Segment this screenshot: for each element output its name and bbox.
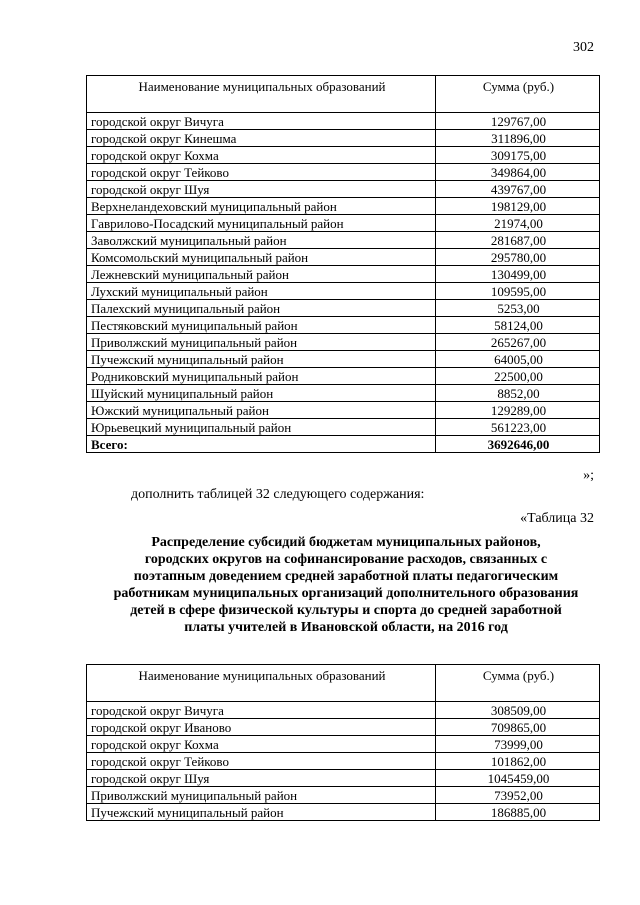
amount-value: 561223,00: [436, 419, 600, 436]
closing-quote-mark: »;: [583, 468, 594, 483]
amount-value: 64005,00: [436, 351, 600, 368]
table-header-row: [87, 665, 600, 702]
municipality-name: Комсомольский муниципальный район: [87, 249, 436, 266]
table-row: [87, 334, 600, 351]
municipality-name: Заволжский муниципальный район: [87, 232, 436, 249]
municipality-name: Приволжский муниципальный район: [87, 787, 436, 804]
table-row: [87, 266, 600, 283]
column-header-name: Наименование муниципальных образований: [87, 76, 436, 113]
amount-value: 1045459,00: [436, 770, 600, 787]
table-row: [87, 232, 600, 249]
amount-value: 58124,00: [436, 317, 600, 334]
table-label: «Таблица 32: [520, 511, 594, 526]
table-row: [87, 249, 600, 266]
municipality-name: городской округ Тейково: [87, 753, 436, 770]
subsidy-table-1: [86, 75, 600, 453]
table-row: [87, 147, 600, 164]
table-row: [87, 300, 600, 317]
municipality-name: городской округ Вичуга: [87, 113, 436, 130]
heading-line: детей в сфере физической культуры и спорта до средней заработной: [130, 603, 562, 618]
column-header-amount: Сумма (руб.): [436, 76, 600, 113]
heading-line: платы учителей в Ивановской области, на 2016 год: [184, 620, 508, 635]
table-row: [87, 770, 600, 787]
amount-value: 109595,00: [436, 283, 600, 300]
municipality-name: городской округ Кинешма: [87, 130, 436, 147]
amount-value: 101862,00: [436, 753, 600, 770]
heading-line: работникам муниципальных организаций дополнительного образования: [113, 586, 579, 601]
table-row: [87, 736, 600, 753]
table-row: [87, 130, 600, 147]
municipality-name: Палехский муниципальный район: [87, 300, 436, 317]
municipality-name: Шуйский муниципальный район: [87, 385, 436, 402]
municipality-name: Лухский муниципальный район: [87, 283, 436, 300]
heading-line: Распределение субсидий бюджетам муниципальных районов,: [151, 535, 541, 550]
amount-value: 311896,00: [436, 130, 600, 147]
amount-value: 198129,00: [436, 198, 600, 215]
amount-value: 129289,00: [436, 402, 600, 419]
amount-value: 349864,00: [436, 164, 600, 181]
table-row: [87, 804, 600, 821]
municipality-name: городской округ Шуя: [87, 181, 436, 198]
table-row: [87, 198, 600, 215]
municipality-name: Всего:: [87, 436, 436, 453]
supplement-text: дополнить таблицей 32 следующего содержания:: [131, 487, 425, 502]
page-number: 302: [573, 40, 594, 55]
table-row: [87, 385, 600, 402]
table-row: [87, 181, 600, 198]
table-total-row: [87, 436, 600, 453]
amount-value: 130499,00: [436, 266, 600, 283]
amount-value: 73952,00: [436, 787, 600, 804]
municipality-name: Родниковский муниципальный район: [87, 368, 436, 385]
amount-value: 186885,00: [436, 804, 600, 821]
column-header-amount: Сумма (руб.): [436, 665, 600, 702]
municipality-name: городской округ Кохма: [87, 736, 436, 753]
table-row: [87, 419, 600, 436]
table-row: [87, 368, 600, 385]
table-row: [87, 317, 600, 334]
amount-value: 439767,00: [436, 181, 600, 198]
municipality-name: Южский муниципальный район: [87, 402, 436, 419]
municipality-name: Верхнеландеховский муниципальный район: [87, 198, 436, 215]
municipality-name: Приволжский муниципальный район: [87, 334, 436, 351]
table-row: [87, 402, 600, 419]
table-row: [87, 787, 600, 804]
table-row: [87, 719, 600, 736]
amount-value: 309175,00: [436, 147, 600, 164]
table-row: [87, 351, 600, 368]
municipality-name: городской округ Вичуга: [87, 702, 436, 719]
amount-value: 281687,00: [436, 232, 600, 249]
municipality-name: Юрьевецкий муниципальный район: [87, 419, 436, 436]
amount-value: 8852,00: [436, 385, 600, 402]
municipality-name: Гаврилово-Посадский муниципальный район: [87, 215, 436, 232]
municipality-name: городской округ Иваново: [87, 719, 436, 736]
table-row: [87, 215, 600, 232]
subsidy-table-2: [86, 664, 600, 821]
heading-line: поэтапным доведением средней заработной платы педагогическим: [133, 569, 559, 584]
amount-value: 295780,00: [436, 249, 600, 266]
amount-value: 265267,00: [436, 334, 600, 351]
amount-value: 709865,00: [436, 719, 600, 736]
amount-value: 308509,00: [436, 702, 600, 719]
table-row: [87, 164, 600, 181]
municipality-name: городской округ Шуя: [87, 770, 436, 787]
column-header-name: Наименование муниципальных образований: [87, 665, 436, 702]
municipality-name: Пучежский муниципальный район: [87, 804, 436, 821]
municipality-name: городской округ Тейково: [87, 164, 436, 181]
table-row: [87, 113, 600, 130]
amount-value: 3692646,00: [436, 436, 600, 453]
table-row: [87, 702, 600, 719]
amount-value: 5253,00: [436, 300, 600, 317]
amount-value: 21974,00: [436, 215, 600, 232]
amount-value: 22500,00: [436, 368, 600, 385]
table-row: [87, 753, 600, 770]
table-row: [87, 283, 600, 300]
municipality-name: Пучежский муниципальный район: [87, 351, 436, 368]
municipality-name: Лежневский муниципальный район: [87, 266, 436, 283]
table-header-row: [87, 76, 600, 113]
amount-value: 129767,00: [436, 113, 600, 130]
municipality-name: городской округ Кохма: [87, 147, 436, 164]
heading-line: городских округов на софинансирование расходов, связанных с: [144, 552, 548, 567]
municipality-name: Пестяковский муниципальный район: [87, 317, 436, 334]
amount-value: 73999,00: [436, 736, 600, 753]
table-heading: [96, 534, 596, 636]
